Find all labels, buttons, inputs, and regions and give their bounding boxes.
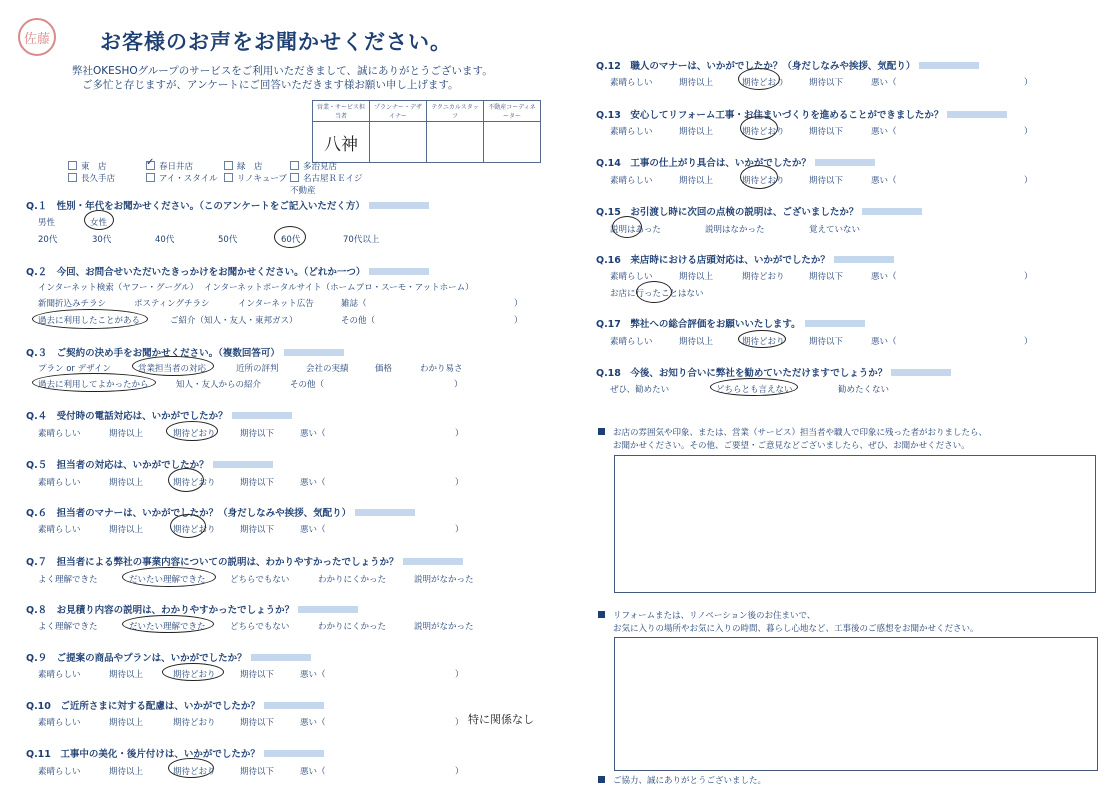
rating-option[interactable]: 期待どおり bbox=[173, 718, 216, 728]
q16-extra-option[interactable]: お店に行ったことはない bbox=[610, 289, 704, 299]
question-8: Q.８ お見積り内容の説明は、わかりやすかったでしょうか？ bbox=[26, 602, 358, 616]
option[interactable]: 雑誌（ bbox=[341, 299, 367, 309]
option[interactable]: ご紹介（知人・友人・東邦ガス） bbox=[170, 316, 298, 326]
highlight-bar bbox=[834, 256, 894, 263]
rating-option[interactable]: 期待どおり bbox=[173, 525, 216, 535]
rating-option[interactable]: 期待どおり bbox=[742, 337, 785, 347]
rating-option[interactable]: 期待以下 bbox=[809, 78, 844, 88]
square-bullet-icon bbox=[598, 776, 605, 783]
question-18: Q.18 今後、お知り合いに弊社を勧めていただけますでしょうか？ bbox=[596, 365, 951, 379]
understand-option[interactable]: よく理解できた bbox=[38, 622, 98, 632]
highlight-bar bbox=[264, 750, 324, 757]
option: ） bbox=[454, 380, 463, 390]
highlight-bar bbox=[403, 558, 463, 565]
seal-stamp bbox=[18, 18, 56, 56]
answer-circle bbox=[170, 514, 206, 538]
option[interactable]: どちらとも言えない bbox=[716, 385, 793, 395]
store-option[interactable]: 長久手店 bbox=[68, 172, 146, 184]
option[interactable]: 新聞折込みチラシ bbox=[38, 299, 107, 309]
answer-circle bbox=[710, 378, 798, 396]
highlight-bar bbox=[298, 606, 358, 613]
option[interactable]: インターネット検索（ヤフー・グーグル） bbox=[38, 283, 199, 293]
understand-option[interactable]: どちらでもない bbox=[230, 622, 290, 632]
question-10: Q.10 ご近所さまに対する配慮は、いかがでしたか？ bbox=[26, 698, 324, 712]
staff-table bbox=[312, 100, 541, 163]
staff-header: プランナー・デザイナー bbox=[370, 101, 427, 122]
highlight-bar bbox=[232, 412, 292, 419]
rating-option[interactable]: 期待以下 bbox=[809, 176, 844, 186]
option[interactable]: インターネット広告 bbox=[238, 299, 314, 309]
rating-option: ） bbox=[1024, 78, 1033, 88]
rating-option[interactable]: 素晴らしい bbox=[610, 272, 653, 282]
intro-text bbox=[72, 64, 493, 92]
rating-option: ） bbox=[455, 478, 464, 488]
rating-option: ） bbox=[455, 718, 464, 728]
rating-option[interactable]: 期待以上 bbox=[679, 272, 714, 282]
understand-option[interactable]: 説明がなかった bbox=[414, 622, 474, 632]
rating-option: ） bbox=[1024, 337, 1033, 347]
rating-option[interactable]: 悪い（ bbox=[300, 429, 326, 439]
rating-option[interactable]: 素晴らしい bbox=[610, 176, 653, 186]
rating-option[interactable]: 期待どおり bbox=[742, 176, 785, 186]
understand-option[interactable]: だいたい理解できた bbox=[129, 575, 206, 585]
checkbox[interactable] bbox=[224, 173, 233, 182]
answer-circle bbox=[122, 567, 216, 587]
free-comment-prompt-2: リフォームまたは、リノベーション後のお住まいで、 お気に入りの場所やお気に入りの時間、暮らし心地など、工事後のご感想をお聞かせください。 bbox=[598, 610, 979, 636]
rating-option[interactable]: 期待どおり bbox=[742, 272, 785, 282]
option[interactable]: 価格 bbox=[375, 364, 393, 374]
option[interactable]: 過去に利用したことがある bbox=[38, 316, 141, 326]
answer-circle bbox=[738, 330, 786, 348]
free-comment-box-2[interactable] bbox=[614, 637, 1098, 771]
thanks-footer: ご協力、誠にありがとうございました。 bbox=[598, 775, 766, 788]
rating-option[interactable]: 悪い（ bbox=[300, 767, 326, 777]
rating-option: ） bbox=[1024, 176, 1033, 186]
seal-text: 佐藤 bbox=[23, 31, 50, 47]
store-option[interactable]: 多治見店 bbox=[290, 160, 368, 172]
highlight-bar bbox=[919, 62, 979, 69]
question-15: Q.15 お引渡し時に次回の点検の説明は、ございましたか？ bbox=[596, 204, 922, 218]
rating-option[interactable]: 悪い（ bbox=[300, 718, 326, 728]
rating-option[interactable]: 悪い（ bbox=[300, 525, 326, 535]
option-age[interactable]: 50代 bbox=[218, 235, 238, 245]
rating-option: ） bbox=[455, 670, 464, 680]
highlight-bar bbox=[355, 509, 415, 516]
option-age[interactable]: 60代 bbox=[281, 235, 301, 245]
option[interactable]: 説明はなかった bbox=[705, 225, 765, 235]
rating-option: ） bbox=[1024, 127, 1033, 137]
rating-option[interactable]: 期待以上 bbox=[109, 718, 144, 728]
rating-option[interactable]: 素晴らしい bbox=[38, 478, 81, 488]
checkbox[interactable] bbox=[146, 173, 155, 182]
highlight-bar bbox=[264, 702, 324, 709]
rating-option[interactable]: 期待どおり bbox=[742, 78, 785, 88]
option[interactable]: 過去に利用してよかったから bbox=[38, 380, 149, 390]
question-1: Q.１ 性別・年代をお聞かせください。（このアンケートをご記入いただく方） bbox=[26, 198, 429, 212]
rating-option[interactable]: 素晴らしい bbox=[38, 429, 81, 439]
highlight-bar bbox=[862, 208, 922, 215]
option[interactable]: 知人・友人からの紹介 bbox=[176, 380, 262, 390]
rating-option[interactable]: 素晴らしい bbox=[610, 337, 653, 347]
rating-option[interactable]: 期待どおり bbox=[173, 478, 216, 488]
option[interactable]: 近所の評判 bbox=[236, 364, 279, 374]
understand-option[interactable]: だいたい理解できた bbox=[129, 622, 206, 632]
option-age[interactable]: 20代 bbox=[38, 235, 58, 245]
staff-realestate-field[interactable] bbox=[484, 122, 541, 163]
question-5: Q.５ 担当者の対応は、いかがでしたか？ bbox=[26, 457, 273, 471]
answer-circle bbox=[740, 116, 778, 140]
rating-option: ） bbox=[455, 767, 464, 777]
store-option[interactable]: リノキューブ bbox=[224, 172, 290, 184]
page-title: お客様のお声をお聞かせください。 bbox=[100, 30, 452, 54]
rating-option[interactable]: 素晴らしい bbox=[38, 525, 81, 535]
option[interactable]: わかり易さ bbox=[420, 364, 463, 374]
rating-option[interactable]: 期待以上 bbox=[679, 127, 714, 137]
understand-option[interactable]: わかりにくかった bbox=[318, 575, 387, 585]
rating-option[interactable]: 期待以下 bbox=[240, 429, 275, 439]
rating-option[interactable]: 素晴らしい bbox=[610, 78, 653, 88]
option[interactable]: 勧めたくない bbox=[838, 385, 890, 395]
free-comment-box-1[interactable] bbox=[614, 455, 1096, 593]
staff-header: 不動産コーディネーター bbox=[484, 101, 541, 122]
rating-option[interactable]: 期待以上 bbox=[109, 670, 144, 680]
option[interactable]: プラン or デザイン bbox=[38, 364, 112, 374]
question-11: Q.11 工事中の美化・後片付けは、いかがでしたか？ bbox=[26, 746, 324, 760]
rating-option[interactable]: 期待以上 bbox=[109, 478, 144, 488]
intro-line-1: 弊社OKESHOグループのサービスをご利用いただきまして、誠にありがとうございます。 bbox=[72, 65, 493, 77]
rating-option[interactable]: 素晴らしい bbox=[38, 767, 81, 777]
answer-circle bbox=[132, 356, 214, 376]
rating-option[interactable]: 期待以下 bbox=[809, 337, 844, 347]
rating-option[interactable]: 期待以下 bbox=[240, 670, 275, 680]
understand-option[interactable]: よく理解できた bbox=[38, 575, 98, 585]
option: ） bbox=[514, 316, 523, 326]
store-option[interactable]: 緑 店 bbox=[224, 160, 290, 172]
option[interactable]: その他（ bbox=[290, 380, 325, 390]
highlight-bar bbox=[815, 159, 875, 166]
rating-option[interactable]: 期待以下 bbox=[809, 127, 844, 137]
handwritten-note: 特に関係なし bbox=[468, 713, 534, 726]
option[interactable]: ぜひ、勧めたい bbox=[610, 385, 670, 395]
rating-option[interactable]: 悪い（ bbox=[871, 127, 897, 137]
option[interactable]: 会社の実績 bbox=[306, 364, 349, 374]
free-comment-prompt-1: お店の雰囲気や印象、または、営業（サービス）担当者や職人で印象に残った者がおりましたら、 お聞かせください。その他、ご要望・ご意見などございましたら、ぜひ、お聞かせください。 bbox=[598, 427, 987, 453]
rating-option: ） bbox=[1024, 272, 1033, 282]
rating-option[interactable]: 期待以上 bbox=[679, 78, 714, 88]
rating-option[interactable]: 素晴らしい bbox=[38, 670, 81, 680]
option[interactable]: インターネットポータルサイト（ホームプロ・スーモ・アットホーム） bbox=[204, 283, 474, 293]
highlight-bar bbox=[891, 369, 951, 376]
store-option[interactable]: アイ・スタイル bbox=[146, 172, 224, 184]
option[interactable]: 覚えていない bbox=[809, 225, 861, 235]
rating-option[interactable]: 期待以上 bbox=[109, 525, 144, 535]
rating-option[interactable]: 期待以下 bbox=[809, 272, 844, 282]
rating-option[interactable]: 素晴らしい bbox=[610, 127, 653, 137]
highlight-bar bbox=[369, 268, 429, 275]
staff-header: 営業・サービス担当者 bbox=[313, 101, 370, 122]
rating-option[interactable]: 期待以下 bbox=[240, 525, 275, 535]
rating-option[interactable]: 期待以上 bbox=[679, 337, 714, 347]
answer-circle bbox=[166, 421, 218, 441]
question-3: Q.３ ご契約の決め手をお聞かせください。（複数回答可） bbox=[26, 345, 344, 359]
option-male[interactable]: 男性 bbox=[38, 218, 56, 228]
understand-option[interactable]: どちらでもない bbox=[230, 575, 290, 585]
rating-option[interactable]: 悪い（ bbox=[871, 176, 897, 186]
highlight-bar bbox=[947, 111, 1007, 118]
checkbox-checked[interactable] bbox=[146, 161, 155, 170]
rating-option[interactable]: 期待以下 bbox=[240, 478, 275, 488]
question-12: Q.12 職人のマナーは、いかがでしたか？（身だしなみや挨拶、気配り） bbox=[596, 58, 979, 72]
highlight-bar bbox=[213, 461, 273, 468]
rating-option[interactable]: 悪い（ bbox=[871, 78, 897, 88]
answer-circle bbox=[32, 373, 156, 392]
option-age[interactable]: 30代 bbox=[92, 235, 112, 245]
checkbox[interactable] bbox=[68, 173, 77, 182]
answer-circle bbox=[612, 216, 642, 238]
square-bullet-icon bbox=[598, 428, 605, 435]
store-option[interactable]: 東 店 bbox=[68, 160, 146, 172]
option[interactable]: 営業担当者の対応 bbox=[138, 364, 207, 374]
answer-circle bbox=[740, 165, 778, 189]
option[interactable]: 説明はあった bbox=[610, 225, 661, 235]
rating-option[interactable]: 期待どおり bbox=[742, 127, 785, 137]
highlight-bar bbox=[369, 202, 429, 209]
answer-circle bbox=[84, 210, 114, 230]
rating-option[interactable]: 期待どおり bbox=[173, 670, 216, 680]
staff-technical-field[interactable] bbox=[427, 122, 484, 163]
rating-option[interactable]: 悪い（ bbox=[871, 337, 897, 347]
option-age[interactable]: 70代以上 bbox=[343, 235, 380, 245]
checkbox[interactable] bbox=[224, 161, 233, 170]
staff-planner-field[interactable] bbox=[370, 122, 427, 163]
question-4: Q.４ 受付時の電話対応は、いかがでしたか？ bbox=[26, 408, 292, 422]
rating-option[interactable]: 悪い（ bbox=[871, 272, 897, 282]
answer-circle bbox=[162, 663, 224, 681]
store-checkboxes bbox=[68, 160, 368, 196]
answer-circle bbox=[738, 68, 780, 90]
rating-option[interactable]: 期待以下 bbox=[240, 767, 275, 777]
question-2: Q.２ 今回、お問合せいただいたきっかけをお聞かせください。（どれか一つ） bbox=[26, 264, 429, 278]
rating-option[interactable]: 素晴らしい bbox=[38, 718, 81, 728]
understand-option[interactable]: わかりにくかった bbox=[318, 622, 387, 632]
rating-option[interactable]: 期待どおり bbox=[173, 767, 216, 777]
intro-line-2: ご多忙と存じますが、アンケートにご回答いただきます様お願い申し上げます。 bbox=[82, 79, 459, 91]
checkbox[interactable] bbox=[290, 173, 299, 182]
understand-option[interactable]: 説明がなかった bbox=[414, 575, 474, 585]
question-16: Q.16 来店時における店頭対応は、いかがでしたか？ bbox=[596, 252, 894, 266]
question-7: Q.７ 担当者による弊社の事業内容についての説明は、わかりやすかったでしょうか？ bbox=[26, 554, 463, 568]
rating-option: ） bbox=[455, 525, 464, 535]
rating-option[interactable]: 期待以上 bbox=[109, 429, 144, 439]
option[interactable]: その他（ bbox=[341, 316, 376, 326]
rating-option[interactable]: 期待以上 bbox=[679, 176, 714, 186]
square-bullet-icon bbox=[598, 611, 605, 618]
question-6: Q.６ 担当者のマナーは、いかがでしたか？（身だしなみや挨拶、気配り） bbox=[26, 505, 415, 519]
highlight-bar bbox=[251, 654, 311, 661]
answer-circle bbox=[32, 309, 148, 329]
rating-option[interactable]: 悪い（ bbox=[300, 478, 326, 488]
store-option[interactable]: ✓ 春日井店 bbox=[146, 160, 224, 172]
question-9: Q.９ ご提案の商品やプランは、いかがでしたか？ bbox=[26, 650, 311, 664]
rating-option[interactable]: 悪い（ bbox=[300, 670, 326, 680]
option-female[interactable]: 女性 bbox=[90, 218, 108, 228]
highlight-bar bbox=[805, 320, 865, 327]
rating-option[interactable]: 期待以上 bbox=[109, 767, 144, 777]
staff-sales-field[interactable]: 八神 bbox=[313, 122, 370, 163]
rating-option[interactable]: 期待どおり bbox=[173, 429, 216, 439]
answer-circle bbox=[168, 468, 204, 492]
question-17: Q.17 弊社への総合評価をお願いいたします。 bbox=[596, 316, 865, 330]
checkbox[interactable] bbox=[290, 161, 299, 170]
checkbox[interactable] bbox=[68, 161, 77, 170]
option[interactable]: ポスティングチラシ bbox=[134, 299, 210, 309]
option: ） bbox=[514, 299, 523, 309]
question-13: Q.13 安心してリフォーム工事・お住まいづくりを進めることができましたか？ bbox=[596, 107, 1007, 121]
staff-header: テクニカルスタッフ bbox=[427, 101, 484, 122]
answer-circle bbox=[636, 281, 672, 303]
option-age[interactable]: 40代 bbox=[155, 235, 175, 245]
answer-circle bbox=[274, 226, 306, 248]
rating-option[interactable]: 期待以下 bbox=[240, 718, 275, 728]
answer-circle bbox=[122, 615, 214, 633]
question-14: Q.14 工事の仕上がり具合は、いかがでしたか？ bbox=[596, 155, 875, 169]
store-option[interactable]: 名古屋ＲＥイジ不動産 bbox=[290, 174, 363, 196]
answer-circle bbox=[168, 758, 214, 778]
highlight-bar bbox=[284, 349, 344, 356]
rating-option: ） bbox=[455, 429, 464, 439]
